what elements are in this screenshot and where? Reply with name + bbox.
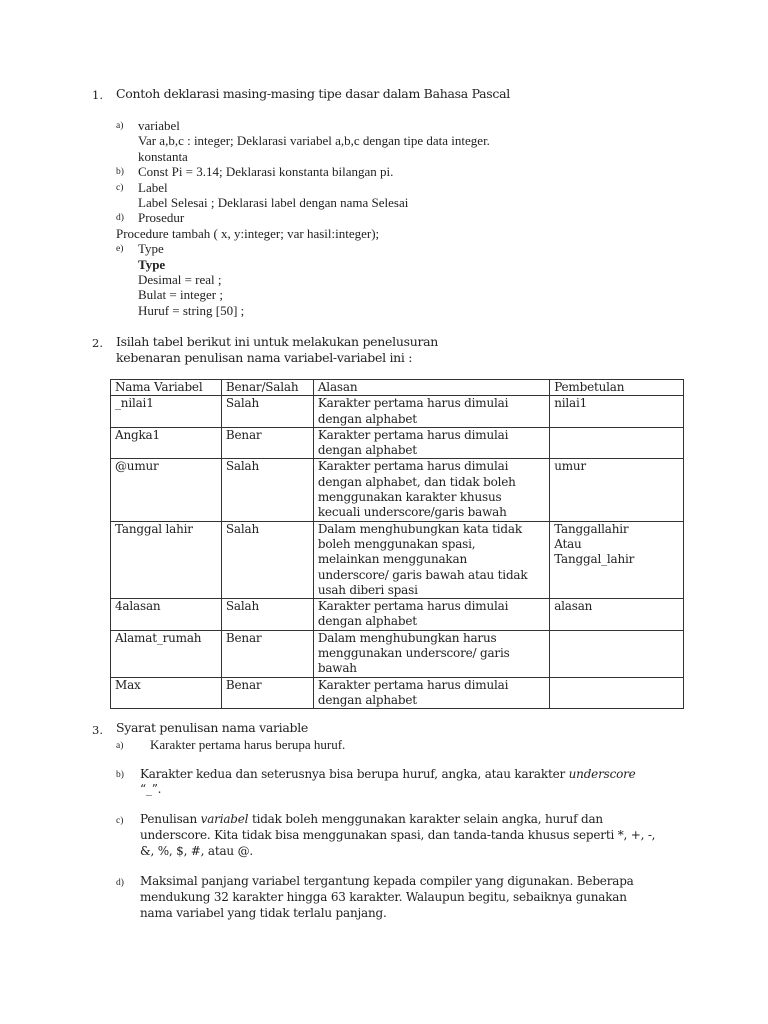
cell-nama: Max <box>111 677 222 709</box>
item-e-keyword: Type <box>138 256 166 272</box>
table-row <box>111 630 684 677</box>
cell-status: Benar <box>221 677 313 709</box>
cell-nama: 4alasan <box>111 599 222 631</box>
item-e-marker: e) <box>116 244 124 254</box>
cell-status: Benar <box>221 630 313 677</box>
item-a-extra: konstanta <box>138 148 188 164</box>
cell-pembetulan: umur <box>550 459 684 521</box>
item-e-line-2: Bulat = integer ; <box>138 287 223 303</box>
section1-heading: Contoh deklarasi masing-masing tipe dasar dalam Bahasa Pascal <box>116 86 510 101</box>
item-d-marker: d) <box>116 213 124 223</box>
header-benar-salah: Benar/Salah <box>221 380 313 396</box>
cell-pembetulan <box>550 630 684 677</box>
variable-check-table <box>110 379 684 709</box>
section3-number: 3. <box>92 723 103 737</box>
table-row <box>111 427 684 459</box>
table-row <box>111 396 684 428</box>
item-a-marker: a) <box>116 121 124 131</box>
cell-pembetulan: nilai1 <box>550 396 684 428</box>
rule-c-line-2: underscore. Kita tidak bisa menggunakan spasi, dan tanda-tanda khusus seperti *, +, -, <box>140 828 656 842</box>
item-e-title: Type <box>138 241 164 257</box>
rule-d-line-1: Maksimal panjang variabel tergantung kepada compiler yang digunakan. Beberapa <box>140 874 634 888</box>
header-nama-variabel: Nama Variabel <box>111 380 222 396</box>
item-c-code: Label Selesai ; Deklarasi label dengan nama Selesai <box>138 195 409 210</box>
item-e-line-3: Huruf = string [50] ; <box>138 302 245 318</box>
item-d-code: Procedure tambah ( x, y:integer; var hasil:integer); <box>116 225 380 241</box>
cell-pembetulan <box>550 677 684 709</box>
rule-b-marker: b) <box>116 770 124 780</box>
table-body <box>111 396 684 709</box>
table-header-row <box>111 380 684 396</box>
cell-status: Salah <box>221 599 313 631</box>
rule-b-text: Karakter kedua dan seterusnya bisa berupa huruf, angka, atau karakter underscore <box>140 767 636 781</box>
table-row <box>111 459 684 521</box>
rule-d-line-3: nama variabel yang tidak terlalu panjang. <box>140 906 387 920</box>
cell-alasan: Karakter pertama harus dimulai dengan alphabet <box>313 599 549 631</box>
rule-c-text: Penulisan variabel tidak boleh menggunakan karakter selain angka, huruf dan <box>140 812 603 826</box>
cell-nama: _nilai1 <box>111 396 222 428</box>
cell-alasan: Dalam menghubungkan harus menggunakan underscore/ garis bawah <box>313 630 549 677</box>
rule-a-marker: a) <box>116 741 124 751</box>
item-c-marker: c) <box>116 182 124 193</box>
cell-status: Benar <box>221 427 313 459</box>
table-row <box>111 677 684 709</box>
header-pembetulan: Pembetulan <box>550 380 684 396</box>
cell-status: Salah <box>221 396 313 428</box>
rule-d-marker: d) <box>116 878 124 888</box>
cell-alasan: Karakter pertama harus dimulai dengan alphabet <box>313 677 549 709</box>
item-a-title: variabel <box>138 118 180 133</box>
table-row <box>111 521 684 598</box>
rule-c-marker: c) <box>116 816 124 826</box>
cell-pembetulan: alasan <box>550 599 684 631</box>
cell-nama: Alamat_rumah <box>111 630 222 677</box>
cell-status: Salah <box>221 521 313 598</box>
cell-nama: @umur <box>111 459 222 521</box>
table-row <box>111 599 684 631</box>
cell-alasan: Dalam menghubungkan kata tidak boleh menggunakan spasi, melainkan menggunakan underscore/ garis bawah atau tidak usah diberi spasi <box>313 521 549 598</box>
section1-number: 1. <box>92 88 103 102</box>
rule-d-line-2: mendukung 32 karakter hingga 63 karakter. Walaupun begitu, sebaiknya gunakan <box>140 890 627 904</box>
cell-pembetulan: Tanggallahir Atau Tanggal_lahir <box>550 521 684 598</box>
item-d-title: Prosedur <box>138 210 185 226</box>
cell-nama: Tanggal lahir <box>111 521 222 598</box>
cell-pembetulan <box>550 427 684 459</box>
item-a-code: Var a,b,c : integer; Deklarasi variabel a,b,c dengan tipe data integer. <box>138 133 490 149</box>
section2-line-1: Isilah tabel berikut ini untuk melakukan penelusuran <box>116 334 439 349</box>
cell-status: Salah <box>221 459 313 521</box>
item-b-marker: b) <box>116 167 124 177</box>
rule-a-text: Karakter pertama harus berupa huruf. <box>150 737 346 752</box>
cell-alasan: Karakter pertama harus dimulai dengan alphabet, dan tidak boleh menggunakan karakter khusus kecuali underscore/garis bawah <box>313 459 549 521</box>
cell-nama: Angka1 <box>111 427 222 459</box>
section2-number: 2. <box>92 336 103 350</box>
rule-b-line-2: “_”. <box>140 782 162 796</box>
section3-heading: Syarat penulisan nama variable <box>116 720 309 735</box>
cell-alasan: Karakter pertama harus dimulai dengan alphabet <box>313 427 549 459</box>
item-c-title: Label <box>138 179 168 195</box>
item-b-line: Const Pi = 3.14; Deklarasi konstanta bilangan pi. <box>138 164 394 180</box>
section2-line-2: kebenaran penulisan nama variabel-variabel ini : <box>116 350 413 365</box>
header-alasan: Alasan <box>313 380 549 396</box>
rule-c-line-3: &, %, $, #, atau @. <box>140 844 253 858</box>
cell-alasan: Karakter pertama harus dimulai dengan alphabet <box>313 396 549 428</box>
item-e-line-1: Desimal = real ; <box>138 272 222 287</box>
